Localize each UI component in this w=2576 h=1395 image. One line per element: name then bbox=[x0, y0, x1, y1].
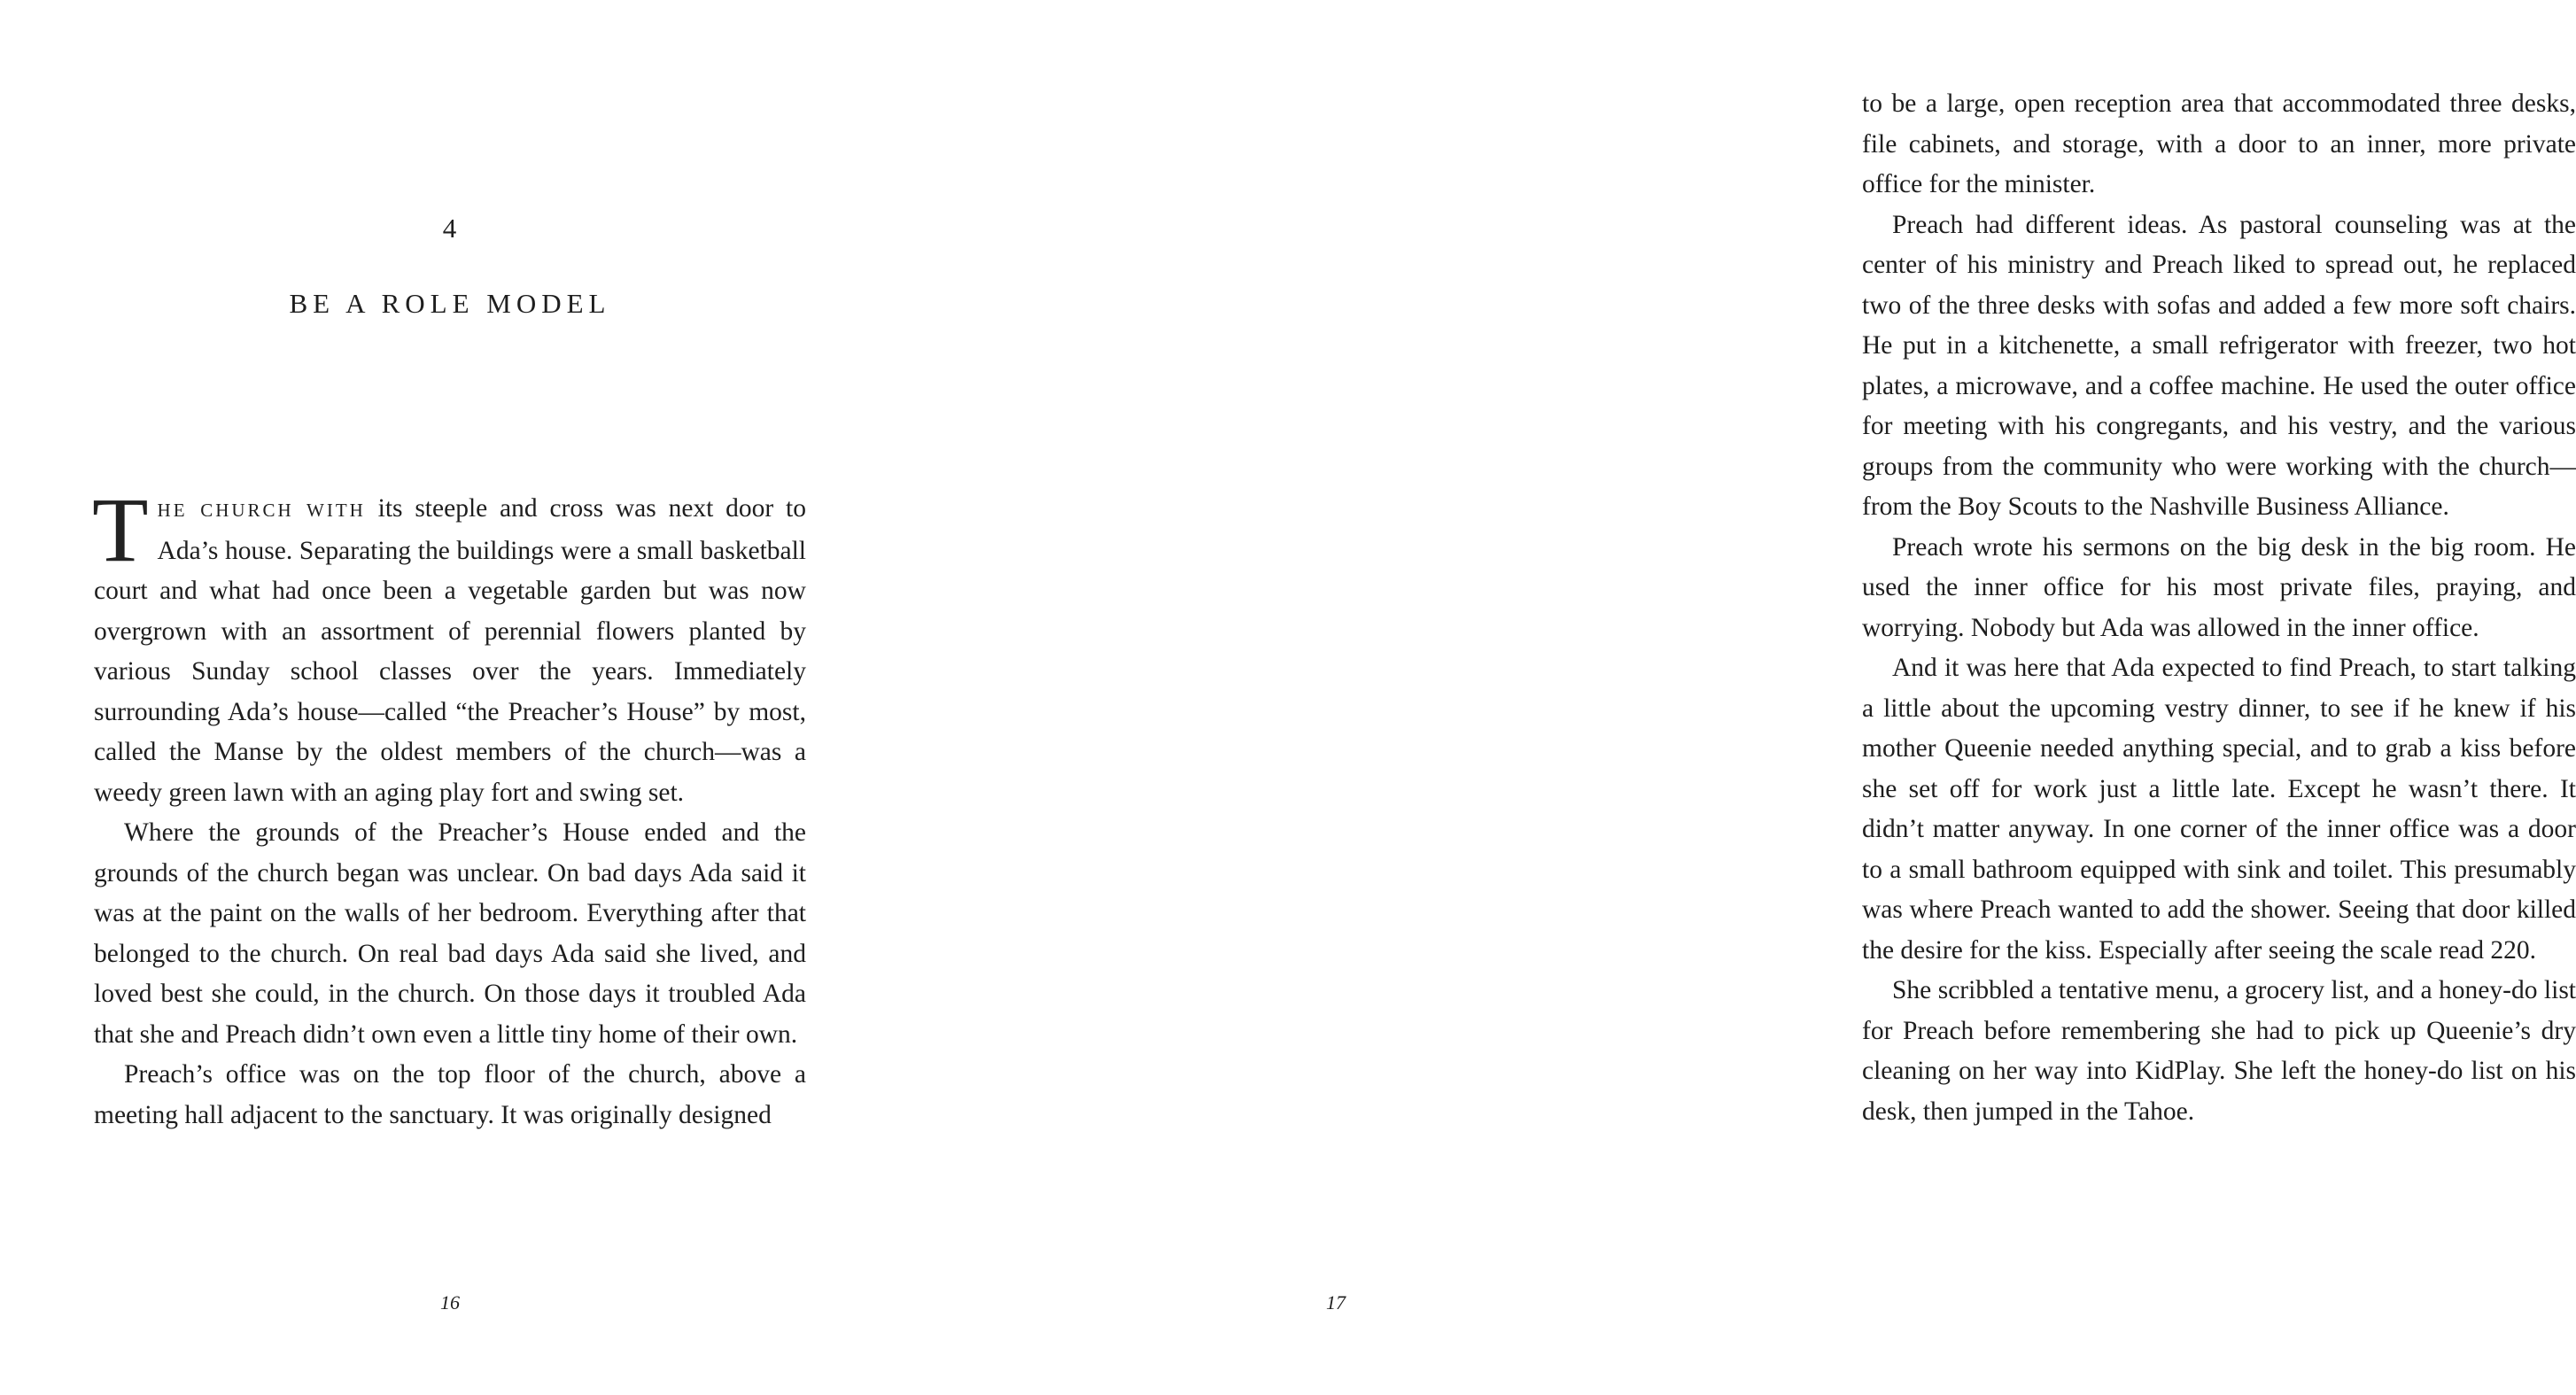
paragraph: Preach’s office was on the top floor of the church, above a meeting hall adjacent to the sanctuary. It was originally designed bbox=[94, 1060, 806, 1129]
opening-paragraph bbox=[92, 479, 806, 813]
continuation-paragraph: to be a large, open reception area that accommodated three desks, file cabinets, and storage, with a door to an inner, more private office for the minister. bbox=[1862, 89, 2576, 198]
paragraph: And it was here that Ada expected to find Preach, to start talking a little about the upcoming vestry dinner, to see if he knew if his mother Queenie needed anything special, and to grab a kiss before she set off for work just a little late. Except he wasn’t there. It didn’t matter anyway. In one corner of the inner office was a door to a small bathroom equipped with sink and toilet. This presumably was where Preach wanted to add the shower. Seeing that door killed the desire for the kiss. Especially after seeing the scale read 220. bbox=[1862, 654, 2576, 965]
lead-in-smallcaps: HE CHURCH WITH bbox=[157, 500, 366, 521]
paragraph: She scribbled a tentative menu, a grocery list, and a honey-do list for Preach before remembering she had to pick up Queenie’s dry cleaning on her way into KidPlay. She left the honey-do list on his desk, then jumped in the Tahoe. bbox=[1862, 976, 2576, 1126]
opening-paragraph-text: its steeple and cross was next door to Ada’s house. Separating the buildings were a small basketball court and what had once been a vegetable garden but was now overgrown with an assortment of perennial flowers planted by various Sunday school classes over the years. Immediately surrounding Ada’s house—called “the Preacher’s House” by most, called the Manse by the oldest members of the church—was a weedy green lawn with an aging play fort and swing set. bbox=[94, 494, 806, 807]
page-number: 16 bbox=[440, 1291, 460, 1314]
left-body-text bbox=[92, 479, 806, 1135]
right-page bbox=[886, 0, 2576, 1395]
paragraph: Preach wrote his sermons on the big desk in the big room. He used the inner office for his most private files, praying, and worrying. Nobody but Ada was allowed in the inner office. bbox=[1862, 532, 2576, 642]
right-body-text bbox=[1862, 84, 2576, 1132]
paragraph: Where the grounds of the Preacher’s House ended and the grounds of the church began was unclear. On bad days Ada said it was at the paint on the walls of her bedroom. Everything after that belonged to the church. On real bad days Ada said she lived, and loved best she could, in the church. On those days it troubled Ada that she and Preach didn’t own even a little tiny home of their own. bbox=[94, 818, 806, 1049]
page-number: 17 bbox=[1326, 1291, 1346, 1314]
chapter-number: 4 bbox=[442, 213, 458, 244]
chapter-title: BE A ROLE MODEL bbox=[289, 288, 611, 319]
left-page bbox=[0, 0, 886, 1395]
drop-cap: T bbox=[92, 479, 149, 581]
paragraph: Preach had different ideas. As pastoral counseling was at the center of his ministry and Preach liked to spread out, he replaced two of the three desks with sofas and added a few more soft chairs. He put in a kitchenette, a small refrigerator with freezer, two hot plates, a microwave, and a coffee machine. He used the outer office for meeting with his congregants, and his vestry, and the various groups from the community who were working with the church—from the Boy Scouts to the Nashville Business Alliance. bbox=[1862, 210, 2576, 521]
